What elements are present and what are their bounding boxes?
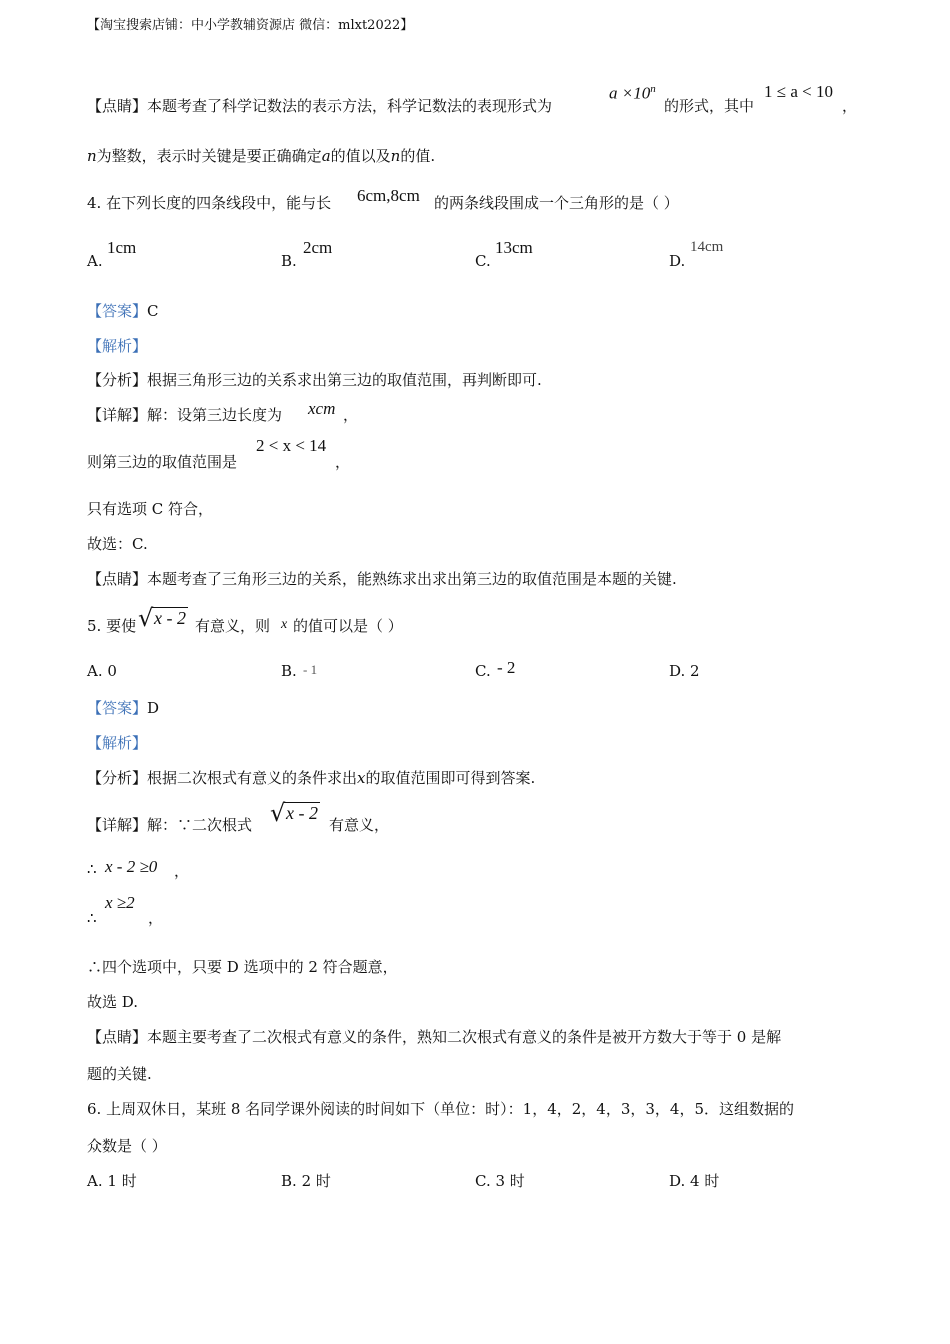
q5-detail: 【详解】解：∵二次根式 xyxy=(87,816,253,834)
q6-option-b: B. 2 时 xyxy=(281,1172,331,1190)
q5-stem-c: 的值可以是（ ） xyxy=(293,617,403,635)
q4-option-d-value: 14cm xyxy=(690,239,724,255)
q4-choose: 故选：C. xyxy=(87,535,148,553)
q5-step1-end: ， xyxy=(174,862,190,880)
tip-text-b: 的形式，其中 xyxy=(664,97,755,115)
q5-fenxi: 【分析】根据二次根式有意义的条件求出x的取值范围即可得到答案. xyxy=(87,769,536,787)
q5-stem-b: 有意义，则 xyxy=(195,617,271,635)
q4-fenxi: 【分析】根据三角形三边的关系求出第三边的取值范围，再判断即可. xyxy=(87,371,542,389)
q5-step1-sym: ∴ xyxy=(87,860,97,878)
q4-range-text: 则第三边的取值范围是 xyxy=(87,453,238,471)
q4-option-c-value: 13cm xyxy=(495,238,533,257)
q6-option-a: A. 1 时 xyxy=(87,1172,137,1190)
q4-detail: 【详解】解：设第三边长度为 xyxy=(87,406,283,424)
q5-tip-line1: 【点睛】本题主要考查了二次根式有意义的条件，熟知二次根式有意义的条件是被开方数大于等于 0 是解 xyxy=(87,1028,782,1046)
q4-option-a-letter: A. xyxy=(87,252,103,270)
tip-text: 本题考查了科学记数法的表示方法，科学记数法的表现形式为 xyxy=(147,97,553,115)
q4-tip: 【点睛】本题考查了三角形三边的关系，能熟练求出求出第三边的取值范围是本题的关键. xyxy=(87,570,677,588)
q4-stem-end: 的两条线段围成一个三角形的是（ ） xyxy=(434,194,679,212)
q5-step2-sym: ∴ xyxy=(87,909,97,927)
q4-stem: 4. 在下列长度的四条线段中，能与长 xyxy=(87,194,332,212)
q5-option-c-value: - 2 xyxy=(497,658,516,677)
q4-detail-math: xcm xyxy=(308,399,336,418)
page-header: 【淘宝搜索店铺：中小学教辅资源店 微信：mlxt2022】 xyxy=(87,18,414,33)
q4-range-math: 2 < x < 14 xyxy=(256,436,327,455)
q5-step1-math: x - 2 ≥0 xyxy=(105,857,158,876)
q5-answer: 【答案】D xyxy=(87,699,160,717)
q6-stem-line1: 6. 上周双休日，某班 8 名同学课外阅读的时间如下（单位：时）：1，4，2，4，3，3，4，5．这组数据的 xyxy=(87,1100,795,1118)
q5-option-c-letter: C. xyxy=(475,662,491,680)
tip-label: 【点睛】 xyxy=(87,97,148,115)
q4-stem-math: 6cm,8cm xyxy=(357,186,420,205)
q3-tip-line1 xyxy=(87,95,552,116)
q5-option-d: D. 2 xyxy=(669,662,700,680)
q5-sqrt: √ x - 2 xyxy=(138,604,186,632)
q4-range-end: ， xyxy=(335,453,351,471)
q6-stem-line2: 众数是（ ） xyxy=(87,1137,167,1155)
q5-step2-end: ， xyxy=(148,909,164,927)
q4-option-a-value: 1cm xyxy=(107,238,137,257)
sci-notation-math: $a \times 10^n$ xyxy=(609,83,656,103)
q6-option-d: D. 4 时 xyxy=(669,1172,720,1190)
q4-option-b-letter: B. xyxy=(281,252,297,270)
q5-analysis-label: 【解析】 xyxy=(87,734,148,752)
q5-option-b-value: - 1 xyxy=(303,662,318,677)
q5-stem-a: 5. 要使 xyxy=(87,617,137,635)
q3-tip-line2: n为整数，表示时关键是要正确确定a的值以及n的值. xyxy=(87,147,436,165)
q4-analysis-label: 【解析】 xyxy=(87,337,148,355)
q5-stem-var: x xyxy=(281,617,288,632)
q4-option-d-letter: D. xyxy=(669,252,686,270)
range-math: 1 ≤ a < 10 xyxy=(764,82,833,101)
tip-text-c: ， xyxy=(842,97,858,115)
q4-option-b-value: 2cm xyxy=(303,238,333,257)
q6-option-c: C. 3 时 xyxy=(475,1172,525,1190)
q5-tip-line2: 题的关键. xyxy=(87,1065,152,1083)
q5-step3: ∴四个选项中，只要 D 选项中的 2 符合题意， xyxy=(87,958,398,976)
q5-detail-end: 有意义， xyxy=(329,816,390,834)
q5-step2-math: x ≥2 xyxy=(105,893,135,912)
q4-detail-end: ， xyxy=(343,406,359,424)
q5-option-a: A. 0 xyxy=(87,662,117,680)
q5-option-b-letter: B. xyxy=(281,662,297,680)
q4-answer: 【答案】C xyxy=(87,302,159,320)
q5-choose: 故选 D. xyxy=(87,993,139,1011)
q5-detail-sqrt: √ x - 2 xyxy=(270,799,318,827)
q4-option-c-letter: C. xyxy=(475,252,491,270)
q4-only-text: 只有选项 C 符合， xyxy=(87,500,214,518)
